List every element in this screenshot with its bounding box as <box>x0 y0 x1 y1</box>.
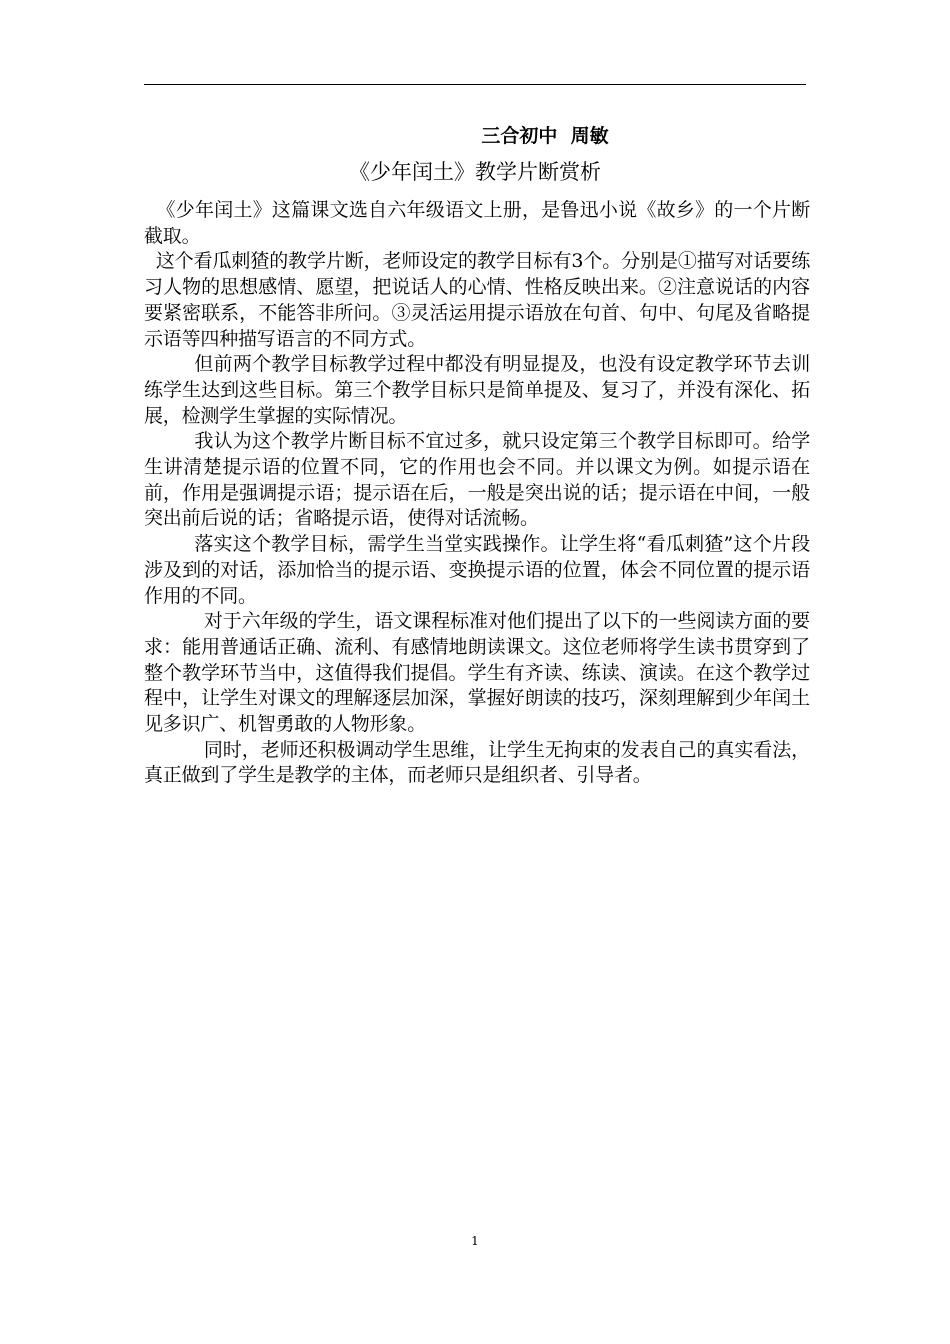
paragraph-text: 但前两个教学目标教学过程中都没有明显提及，也没有设定教学环节去训练学生达到这些目标。第三个教学目标只是简单提及、复习了，并没有深化、拓展，检测学生掌握的实际情况。 <box>144 353 810 427</box>
paragraph-indent <box>144 250 156 272</box>
page-number: 1 <box>471 1234 479 1248</box>
paragraph-indent <box>144 199 157 221</box>
paragraph-3 <box>144 352 810 429</box>
paragraph-indent <box>144 739 204 761</box>
paragraph-indent <box>144 533 194 555</box>
paragraph-6 <box>144 609 810 738</box>
header-rule <box>144 84 806 85</box>
paragraph-indent <box>144 430 194 452</box>
paragraph-2 <box>144 249 810 352</box>
paragraph-4 <box>144 429 810 532</box>
paragraph-indent <box>144 353 194 375</box>
paragraph-text: 落实这个教学目标，需学生当堂实践操作。让学生将“看瓜刺猹”这个片段涉及到的对话，添加恰当的提示语、变换提示语的位置，体会不同位置的提示语作用的不同。 <box>144 533 810 607</box>
paragraph-indent <box>144 610 204 632</box>
paragraph-text: 同时，老师还积极调动学生思维，让学生无拘束的发表自己的真实看法，真正做到了学生是教学的主体，而老师只是组织者、引导者。 <box>144 738 810 787</box>
paragraph-text: 我认为这个教学片断目标不宜过多，就只设定第三个教学目标即可。给学生讲清楚提示语的位置不同，它的作用也会不同。并以课文为例。如提示语在前，作用是强调提示语；提示语在后，一般是突出说的话；提示语在中间，一般突出前后说的话；省略提示语，使得对话流畅。 <box>144 430 810 530</box>
document-title: 《少年闰土》教学片断赏析 <box>349 160 601 184</box>
paragraph-text: 这个看瓜刺猹的教学片断，老师设定的教学目标有3个。分别是①描写对话要练习人物的思想感情、愿望，把说话人的心情、性格反映出来。②注意说话的内容要紧密联系，不能答非所问。③灵活运用提示语放在句首、句中、句尾及省略提示语等四种描写语言的不同方式。 <box>144 250 810 350</box>
paragraph-7 <box>144 738 810 789</box>
paragraph-text: 对于六年级的学生，语文课程标准对他们提出了以下的一些阅读方面的要求：能用普通话正确、流利、有感情地朗读课文。这位老师将学生读书贯穿到了整个教学环节当中，这值得我们提倡。学生有齐读、练读、演读。在这个教学过程中，让学生对课文的理解逐层加深，掌握好朗读的技巧，深刻理解到少年闰土见多识广、机智勇敢的人物形象。 <box>144 610 810 736</box>
paragraph-text: 《少年闰土》这篇课文选自六年级语文上册，是鲁迅小说《故乡》的一个片断截取。 <box>144 199 810 247</box>
paragraph-1 <box>144 198 810 249</box>
document-body <box>144 198 810 789</box>
author-line: 三合初中 周敏 <box>481 125 609 147</box>
paragraph-5 <box>144 532 810 609</box>
